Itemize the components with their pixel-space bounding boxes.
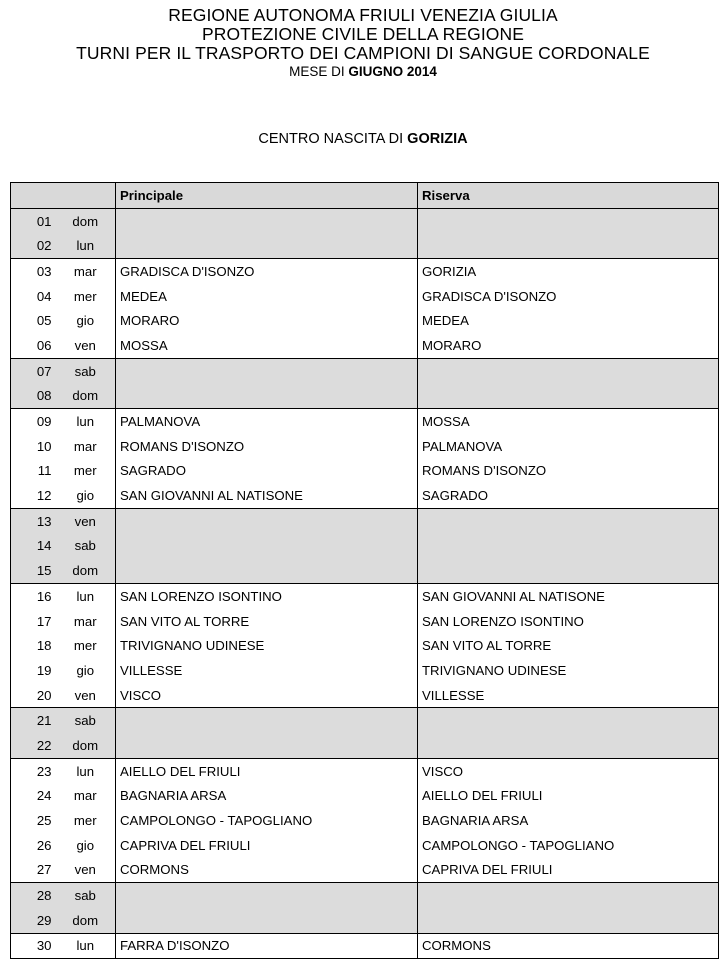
riserva-cell	[418, 558, 719, 583]
centro-prefix: CENTRO NASCITA DI	[258, 131, 404, 147]
table-row	[11, 208, 719, 233]
riserva-cell	[418, 358, 719, 383]
riserva-cell	[418, 534, 719, 559]
riserva-cell: TRIVIGNANO UDINESE	[418, 658, 719, 683]
weekday-cell: lun	[56, 758, 116, 783]
table-row	[11, 308, 719, 333]
day-number-cell: 03	[11, 259, 56, 284]
header-protezione-civile: PROTEZIONE CIVILE DELLA REGIONE	[201, 24, 525, 44]
riserva-cell: GRADISCA D'ISONZO	[418, 284, 719, 309]
table-row	[11, 733, 719, 758]
table-row	[11, 908, 719, 933]
day-number-cell: 15	[11, 558, 56, 583]
principale-cell: FARRA D'ISONZO	[116, 933, 418, 959]
day-number-cell: 07	[11, 358, 56, 383]
day-number-cell: 06	[11, 333, 56, 358]
table-row	[11, 384, 719, 409]
day-number-cell: 26	[11, 833, 56, 858]
day-number-cell: 08	[11, 384, 56, 409]
table-row	[11, 933, 719, 959]
day-number-cell: 01	[11, 208, 56, 233]
table-row	[11, 358, 719, 383]
table-row	[11, 758, 719, 783]
day-number-cell: 27	[11, 858, 56, 883]
table-row	[11, 683, 719, 708]
riserva-cell: MEDEA	[418, 308, 719, 333]
day-number-cell: 24	[11, 784, 56, 809]
riserva-cell: ROMANS D'ISONZO	[418, 459, 719, 484]
principale-cell: ROMANS D'ISONZO	[116, 434, 418, 459]
table-row	[11, 233, 719, 258]
weekday-cell: ven	[74, 862, 96, 878]
table-body	[11, 208, 719, 959]
principale-cell: MORARO	[116, 308, 418, 333]
riserva-cell	[418, 384, 719, 409]
table-row	[11, 284, 719, 309]
table-row	[11, 459, 719, 484]
principale-cell	[116, 883, 418, 908]
centro-name: GORIZIA	[407, 131, 468, 147]
riserva-cell	[418, 708, 719, 733]
riserva-cell: SAGRADO	[418, 483, 719, 508]
day-number-cell: 16	[11, 584, 56, 609]
principale-cell: SAGRADO	[116, 459, 418, 484]
table-row	[11, 584, 719, 609]
day-number-cell: 20	[11, 683, 56, 708]
day-number-cell: 04	[11, 284, 56, 309]
shifts-table	[10, 182, 719, 959]
riserva-cell: VISCO	[418, 758, 719, 783]
riserva-cell: PALMANOVA	[418, 434, 719, 459]
principale-cell: MEDEA	[116, 284, 418, 309]
table-row	[11, 633, 719, 658]
riserva-cell: CAMPOLONGO - TAPOGLIANO	[418, 833, 719, 858]
principale-cell: GRADISCA D'ISONZO	[116, 259, 418, 284]
principale-cell	[116, 908, 418, 933]
principale-cell	[116, 733, 418, 758]
day-number-cell: 17	[11, 609, 56, 634]
table-row	[11, 658, 719, 683]
principale-cell: PALMANOVA	[116, 409, 418, 434]
weekday-cell: mar	[56, 259, 116, 284]
riserva-cell: SAN VITO AL TORRE	[418, 633, 719, 658]
document-header	[0, 6, 726, 80]
principale-cell: SAN LORENZO ISONTINO	[116, 584, 418, 609]
weekday-cell: sab	[56, 883, 116, 908]
weekday-cell: lun	[56, 409, 116, 434]
table-header-row	[11, 183, 719, 209]
day-number-cell: 14	[11, 534, 56, 559]
day-number-cell: 23	[11, 758, 56, 783]
principale-cell	[116, 233, 418, 258]
principale-cell: CAMPOLONGO - TAPOGLIANO	[116, 808, 418, 833]
weekday-cell: gio	[76, 837, 95, 853]
table-row	[11, 808, 719, 833]
principale-cell: CORMONS	[116, 858, 418, 883]
principale-cell: VILLESSE	[116, 658, 418, 683]
day-number-cell: 09	[11, 409, 56, 434]
weekday-cell: dom	[56, 208, 116, 233]
riserva-cell	[418, 508, 719, 533]
day-number-cell: 13	[11, 508, 56, 533]
day-number-cell: 30	[11, 933, 56, 959]
day-number-cell: 02	[11, 233, 56, 258]
day-number-cell: 19	[11, 658, 56, 683]
table-row	[11, 434, 719, 459]
principale-cell	[116, 708, 418, 733]
table-row	[11, 333, 719, 358]
month-value: GIUGNO 2014	[348, 64, 437, 79]
principale-cell: MOSSA	[116, 333, 418, 358]
col-header-weekday	[56, 183, 116, 209]
riserva-cell	[418, 883, 719, 908]
principale-cell	[116, 508, 418, 533]
table-row	[11, 259, 719, 284]
weekday-cell: mar	[73, 788, 97, 804]
table-row	[11, 508, 719, 533]
col-header-riserva: Riserva	[418, 183, 719, 209]
table-row	[11, 784, 719, 809]
riserva-cell: CORMONS	[418, 933, 719, 959]
principale-cell: BAGNARIA ARSA	[116, 784, 418, 809]
principale-cell	[116, 534, 418, 559]
weekday-cell: dom	[56, 733, 116, 758]
day-number-cell: 29	[11, 908, 56, 933]
principale-cell: AIELLO DEL FRIULI	[116, 758, 418, 783]
header-region: REGIONE AUTONOMA FRIULI VENEZIA GIULIA	[168, 5, 558, 25]
day-number-cell: 05	[11, 308, 56, 333]
weekday-cell: ven	[74, 687, 96, 703]
day-number-cell: 11	[11, 459, 56, 484]
weekday-cell: lun	[56, 233, 116, 258]
table-row	[11, 409, 719, 434]
weekday-cell: dom	[56, 908, 116, 933]
table-row	[11, 558, 719, 583]
riserva-cell	[418, 733, 719, 758]
weekday-cell: sab	[56, 534, 116, 559]
table-row	[11, 534, 719, 559]
riserva-cell: MOSSA	[418, 409, 719, 434]
principale-cell: SAN GIOVANNI AL NATISONE	[116, 483, 418, 508]
principale-cell: TRIVIGNANO UDINESE	[116, 633, 418, 658]
weekday-cell: mer	[73, 638, 97, 654]
riserva-cell	[418, 908, 719, 933]
weekday-cell: dom	[56, 558, 116, 583]
riserva-cell	[418, 233, 719, 258]
weekday-cell: sab	[56, 358, 116, 383]
header-title: TURNI PER IL TRASPORTO DEI CAMPIONI DI SANGUE CORDONALE	[76, 43, 650, 63]
weekday-cell: dom	[56, 384, 116, 409]
riserva-cell: GORIZIA	[418, 259, 719, 284]
riserva-cell: MORARO	[418, 333, 719, 358]
day-number-cell: 21	[11, 708, 56, 733]
table-row	[11, 483, 719, 508]
table-row	[11, 609, 719, 634]
riserva-cell: SAN GIOVANNI AL NATISONE	[418, 584, 719, 609]
weekday-cell: sab	[56, 708, 116, 733]
riserva-cell: BAGNARIA ARSA	[418, 808, 719, 833]
riserva-cell: CAPRIVA DEL FRIULI	[418, 858, 719, 883]
weekday-cell: lun	[56, 933, 116, 959]
riserva-cell: VILLESSE	[418, 683, 719, 708]
table-row	[11, 858, 719, 883]
riserva-cell	[418, 208, 719, 233]
weekday-cell: gio	[76, 313, 95, 329]
principale-cell: VISCO	[116, 683, 418, 708]
weekday-cell: mar	[73, 438, 97, 454]
principale-cell	[116, 208, 418, 233]
weekday-cell: mer	[73, 813, 97, 829]
header-month	[0, 64, 726, 80]
riserva-cell: SAN LORENZO ISONTINO	[418, 609, 719, 634]
weekday-cell: gio	[76, 662, 95, 678]
table-row	[11, 708, 719, 733]
day-number-cell: 12	[11, 483, 56, 508]
riserva-cell: AIELLO DEL FRIULI	[418, 784, 719, 809]
weekday-cell: mer	[73, 288, 97, 304]
table-row	[11, 883, 719, 908]
day-number-cell: 18	[11, 633, 56, 658]
day-number-cell: 10	[11, 434, 56, 459]
weekday-cell: ven	[74, 337, 96, 353]
day-number-cell: 22	[11, 733, 56, 758]
day-number-cell: 28	[11, 883, 56, 908]
table-row	[11, 833, 719, 858]
weekday-cell: ven	[56, 508, 116, 533]
principale-cell	[116, 358, 418, 383]
principale-cell	[116, 384, 418, 409]
principale-cell: CAPRIVA DEL FRIULI	[116, 833, 418, 858]
month-prefix: MESE DI	[289, 64, 345, 79]
weekday-cell: lun	[56, 584, 116, 609]
col-header-day-number	[11, 183, 56, 209]
weekday-cell: mar	[73, 613, 97, 629]
principale-cell: SAN VITO AL TORRE	[116, 609, 418, 634]
weekday-cell: mer	[73, 463, 97, 479]
col-header-principale: Principale	[116, 183, 418, 209]
day-number-cell: 25	[11, 808, 56, 833]
weekday-cell: gio	[76, 488, 95, 504]
principale-cell	[116, 558, 418, 583]
centro-nascita	[0, 131, 726, 147]
